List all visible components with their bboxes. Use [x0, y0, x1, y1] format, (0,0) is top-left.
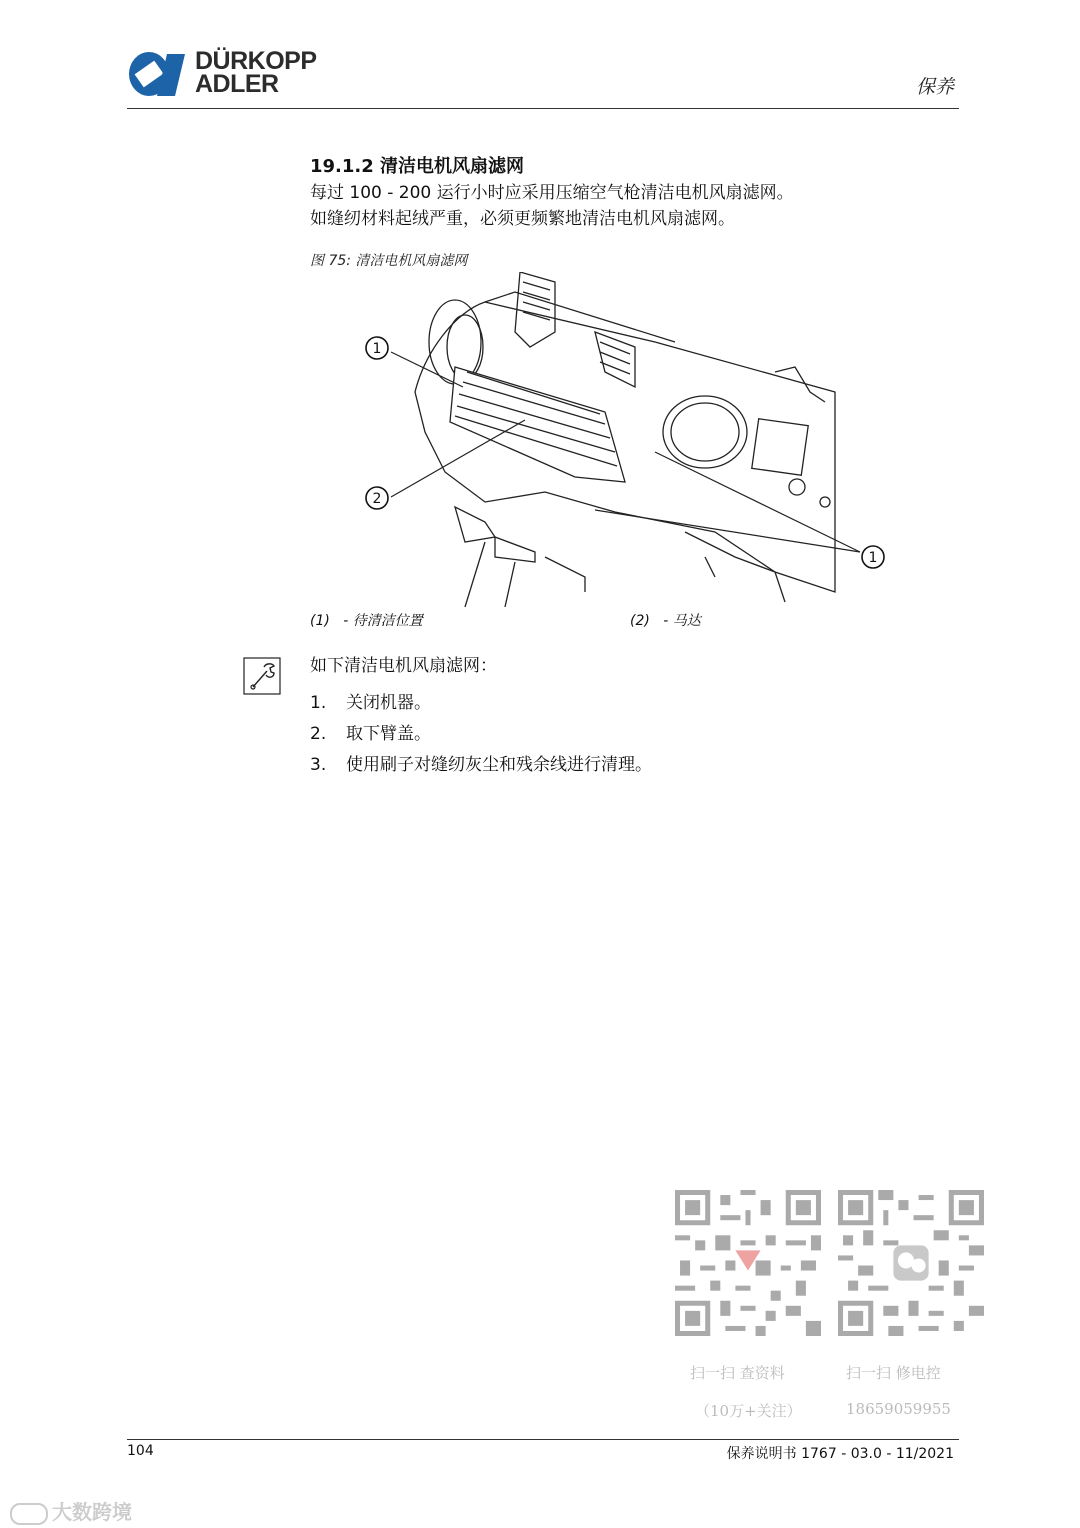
qr-code-left-icon [675, 1190, 821, 1336]
qr-left-label: 扫一扫 查资料 [690, 1364, 785, 1382]
section-title: 保养 [915, 76, 954, 98]
figure-caption: 图 75: 清洁电机风扇滤网 [310, 253, 468, 269]
step-item: 2. 取下臂盖。 [310, 724, 431, 744]
svg-text:1: 1 [868, 550, 878, 566]
svg-text:2: 2 [372, 491, 382, 507]
qr-code-right-icon [838, 1190, 984, 1336]
legend-item-2: (2) - 马达 [630, 613, 701, 629]
qr-right-phone: 18659059955 [846, 1400, 951, 1418]
brand-logo-icon [127, 50, 189, 98]
watermark: 大数跨境 [10, 1496, 132, 1525]
callout-1-right [862, 546, 884, 568]
header-divider [127, 108, 959, 109]
watermark-logo-icon [10, 1503, 48, 1525]
svg-text:1: 1 [372, 341, 382, 357]
page-number: 104 [127, 1443, 154, 1459]
qr-left-sublabel: （10万+关注） [695, 1402, 802, 1420]
callout-1-top [366, 337, 388, 359]
motor-fan-filter-drawing [355, 272, 895, 607]
legend-item-1: (1) - 待清洁位置 [310, 613, 423, 629]
callout-2 [366, 487, 388, 509]
step-item: 1. 关闭机器。 [310, 693, 431, 713]
step-item: 3. 使用刷子对缝纫灰尘和残余线进行清理。 [310, 755, 652, 775]
wrench-icon [243, 657, 281, 695]
paragraph-line-2: 如缝纫材料起绒严重，必须更频繁地清洁电机风扇滤网。 [310, 209, 735, 229]
section-heading: 19.1.2 清洁电机风扇滤网 [310, 156, 525, 177]
qr-right-label: 扫一扫 修电控 [846, 1364, 941, 1382]
paragraph-line-1: 每过 100 - 200 运行小时应采用压缩空气枪清洁电机风扇滤网。 [310, 183, 794, 203]
brand-name: DÜRKOPP ADLER [195, 47, 317, 98]
document-info: 保养说明书 1767 - 03.0 - 11/2021 [726, 1446, 954, 1462]
footer-divider [127, 1439, 959, 1440]
instructions-intro: 如下清洁电机风扇滤网： [310, 656, 497, 676]
